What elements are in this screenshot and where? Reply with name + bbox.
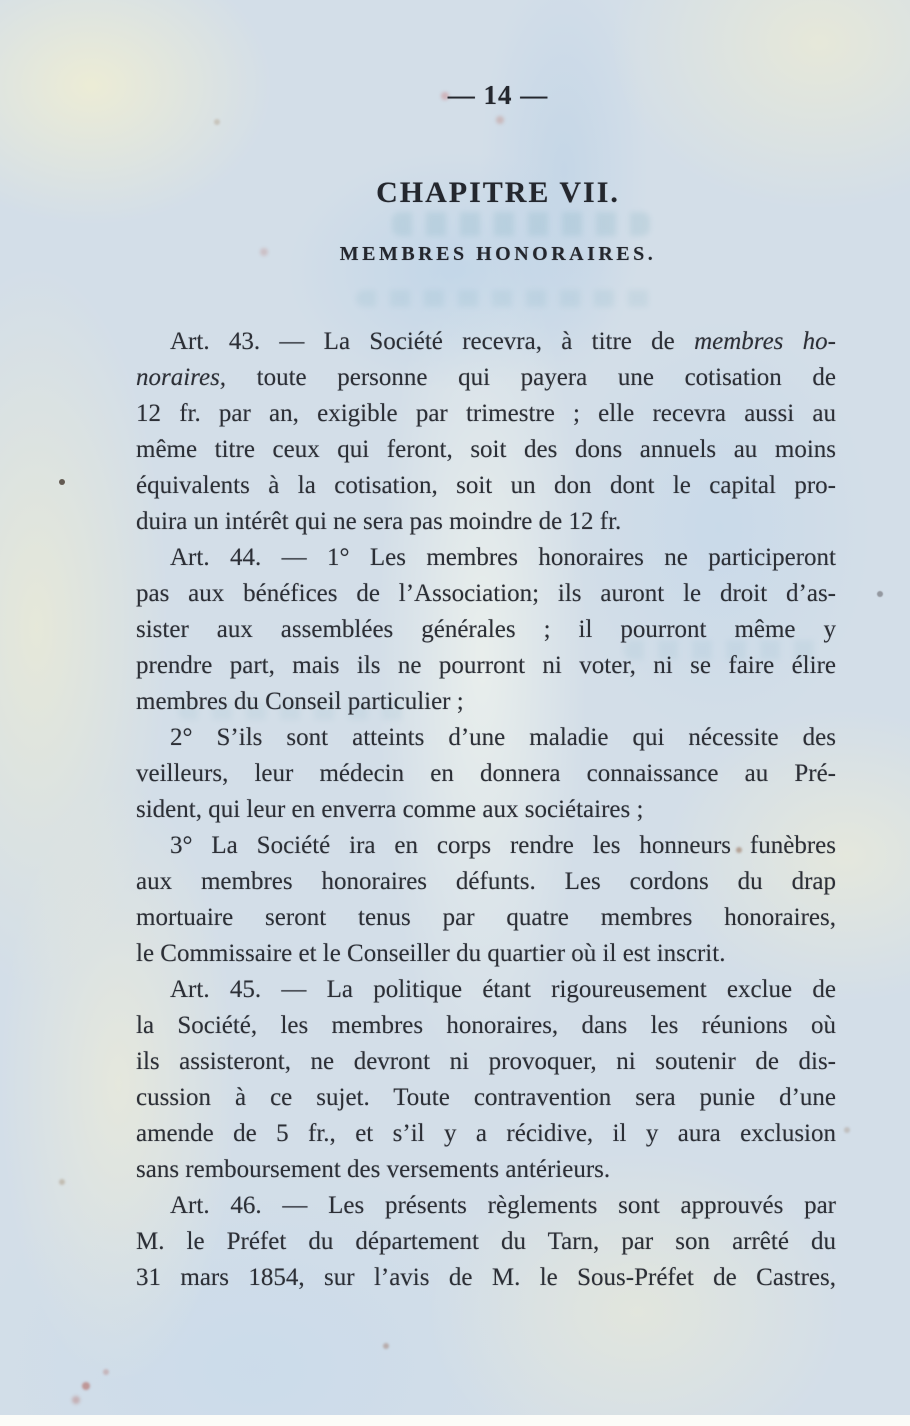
paragraph	[136, 324, 836, 540]
text-line: Art. 44. — 1° Les membres honoraires ne participeront	[170, 544, 836, 571]
text-line: 31 mars 1854, sur l’avis de M. le Sous-Préfet de Castres,	[136, 1264, 836, 1291]
text-line: sister aux assemblées générales ; il pourront même y	[136, 616, 836, 643]
showthrough-smudge	[392, 212, 650, 236]
text-line: 3° La Société ira en corps rendre les honneurs funèbres	[170, 832, 836, 859]
text-line: amende de 5 fr., et s’il y a récidive, il y aura exclusion	[136, 1120, 836, 1147]
text-line: veilleurs, leur médecin en donnera connaissance au Pré-	[136, 760, 836, 787]
text-line: noraires, toute personne qui payera une cotisation de	[136, 364, 836, 391]
text-line: cussion à ce sujet. Toute contravention sera punie d’une	[136, 1084, 836, 1111]
text-line: prendre part, mais ils ne pourront ni voter, ni se faire élire	[136, 652, 836, 679]
scan-edge	[0, 1415, 910, 1426]
foxing-specks	[0, 0, 4, 4]
text-line: 12 fr. par an, exigible par trimestre ; elle recevra aussi au	[136, 400, 836, 427]
text-line: sans remboursement des versements antérieurs.	[136, 1156, 611, 1183]
paragraph	[136, 828, 836, 972]
section-heading: MEMBRES HONORAIRES.	[339, 243, 657, 265]
text-line: membres du Conseil particulier ;	[136, 688, 464, 715]
paragraph	[136, 720, 836, 828]
text-line: Art. 43. — La Société recevra, à titre de membres ho-	[170, 328, 837, 355]
paragraph	[136, 972, 836, 1188]
showthrough-smudge	[356, 290, 656, 307]
text-line: pas aux bénéfices de l’Association; ils auront le droit d’as-	[136, 580, 836, 607]
page-body-text	[136, 324, 836, 1296]
text-line: aux membres honoraires défunts. Les cordons du drap	[136, 868, 836, 895]
text-line: Art. 46. — Les présents règlements sont approuvés par	[170, 1192, 836, 1219]
text-line: ils assisteront, ne devront ni provoquer, ni soutenir de dis-	[136, 1048, 836, 1075]
paragraph	[136, 540, 836, 720]
text-line: le Commissaire et le Conseiller du quartier où il est inscrit.	[136, 940, 726, 967]
text-line: la Société, les membres honoraires, dans les réunions où	[136, 1012, 836, 1039]
text-line: équivalents à la cotisation, soit un don dont le capital pro-	[136, 472, 836, 499]
text-line: M. le Préfet du département du Tarn, par son arrêté du	[136, 1228, 836, 1255]
paragraph	[136, 1188, 836, 1296]
chapter-heading: CHAPITRE VII.	[376, 176, 620, 209]
page-number: — 14 —	[447, 80, 549, 110]
text-line: 2° S’ils sont atteints d’une maladie qui nécessite des	[170, 724, 836, 751]
text-line: même titre ceux qui feront, soit des dons annuels au moins	[136, 436, 836, 463]
text-line: sident, qui leur en enverra comme aux sociétaires ;	[136, 796, 644, 823]
text-line: Art. 45. — La politique étant rigoureusement exclue de	[170, 976, 836, 1003]
text-line: duira un intérêt qui ne sera pas moindre de 12 fr.	[136, 508, 622, 535]
text-line: mortuaire seront tenus par quatre membres honoraires,	[136, 904, 836, 931]
